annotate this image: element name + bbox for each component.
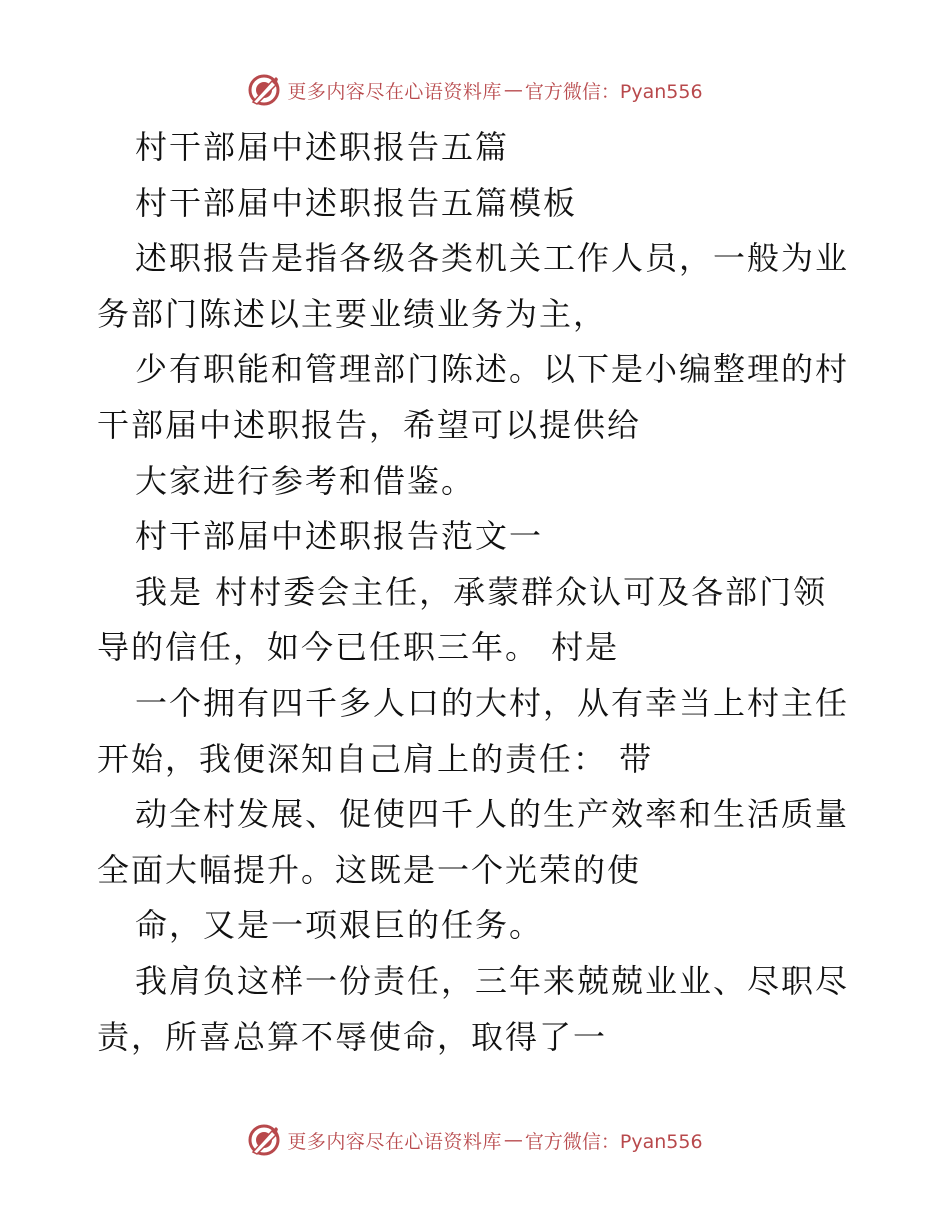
watermark-site-text: 更多内容尽在心语资料库 bbox=[287, 1130, 502, 1153]
doc-line: 干部届中述职报告，希望可以提供给 bbox=[97, 405, 642, 444]
footer-watermark bbox=[0, 1120, 950, 1160]
doc-line: 大家进行参考和借鉴。 bbox=[135, 461, 476, 500]
doc-line: 动全村发展、促使四千人的生产效率和生活质量 bbox=[135, 795, 850, 834]
doc-line: 我肩负这样一份责任，三年来兢兢业业、尽职尽 bbox=[135, 961, 850, 1000]
doc-line: 命，又是一项艰巨的任务。 bbox=[135, 906, 544, 945]
doc-line: 一个拥有四千多人口的大村，从有幸当上村主任 bbox=[135, 683, 850, 722]
doc-line: 务部门陈述以主要业绩业务为主， bbox=[97, 294, 608, 333]
doc-line: 开始，我便深知自己肩上的责任： 带 bbox=[97, 739, 654, 778]
doc-line: 责，所喜总算不辱使命，取得了一 bbox=[97, 1017, 608, 1056]
header-watermark bbox=[0, 70, 950, 110]
doc-line: 全面大幅提升。这既是一个光荣的使 bbox=[97, 850, 642, 889]
doc-line: 村干部届中述职报告五篇 bbox=[135, 128, 510, 166]
pen-logo-icon bbox=[247, 1123, 281, 1157]
doc-line: 述职报告是指各级各类机关工作人员，一般为业 bbox=[135, 239, 850, 278]
watermark-wechat-text: 官方微信：Pyan556 bbox=[524, 1130, 703, 1153]
document-body bbox=[97, 120, 857, 1065]
watermark-separator: — bbox=[503, 1129, 523, 1151]
doc-line: 我是 村村委会主任，承蒙群众认可及各部门领 bbox=[135, 572, 828, 611]
doc-line: 村干部届中述职报告范文一 bbox=[135, 517, 544, 556]
doc-line: 村干部届中述职报告五篇模板 bbox=[135, 183, 578, 222]
doc-line: 导的信任，如今已任职三年。 村是 bbox=[97, 628, 620, 667]
watermark-wechat-text: 官方微信：Pyan556 bbox=[524, 80, 703, 103]
pen-logo-icon bbox=[247, 73, 281, 107]
watermark-site-text: 更多内容尽在心语资料库 bbox=[287, 80, 502, 103]
watermark-separator: — bbox=[503, 79, 523, 101]
doc-line: 少有职能和管理部门陈述。以下是小编整理的村 bbox=[135, 350, 850, 389]
